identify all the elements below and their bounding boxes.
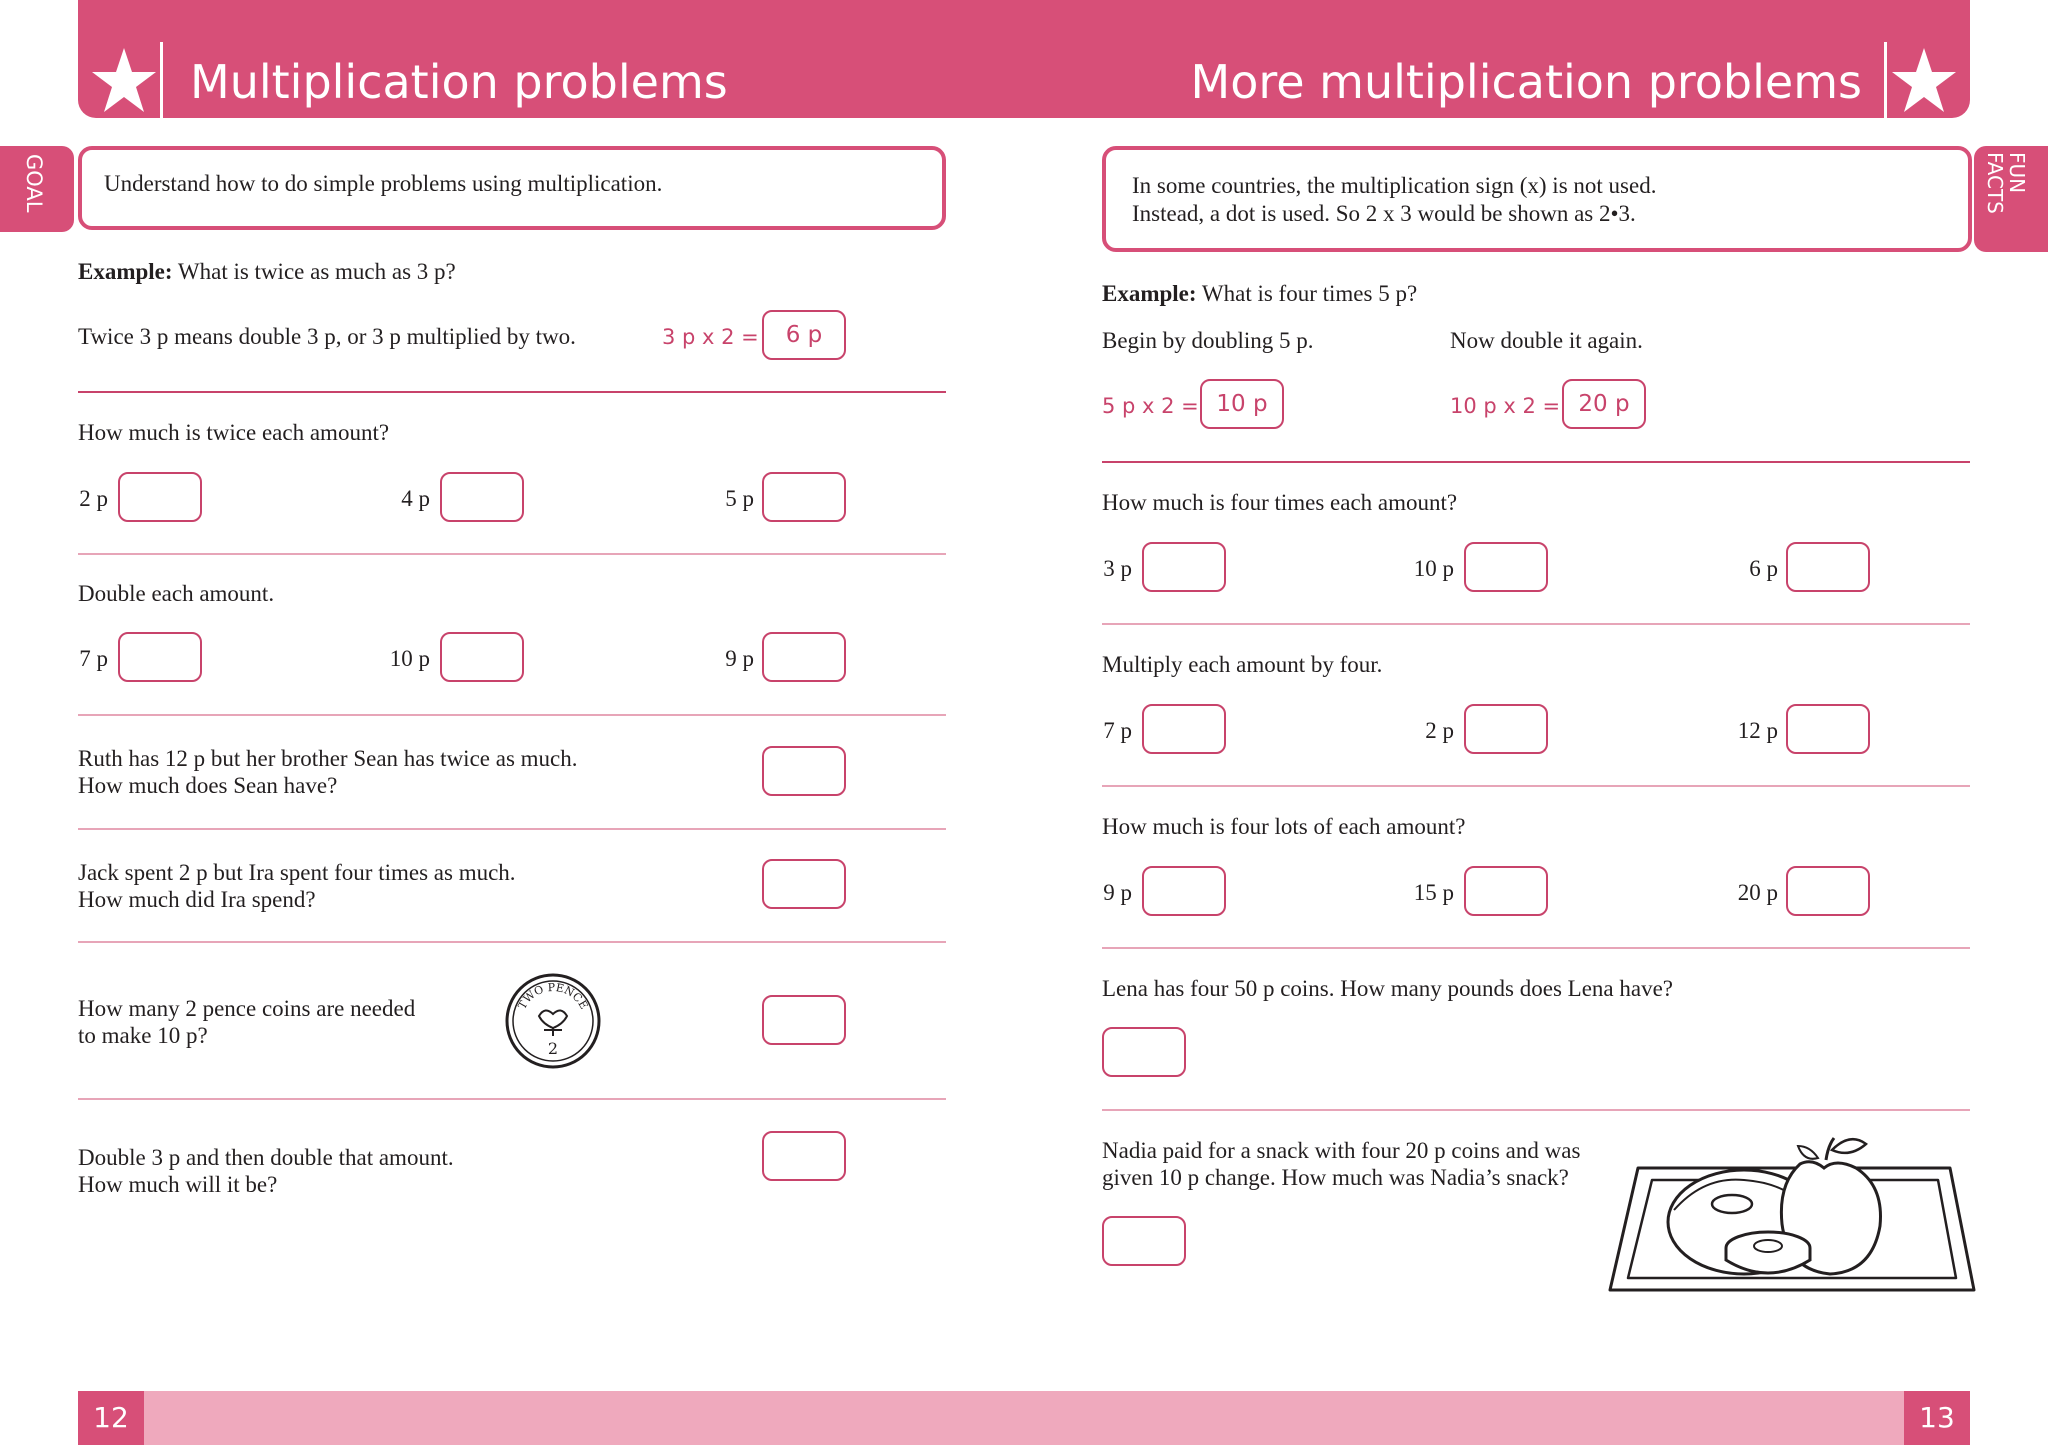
facts-label: FACTS	[1983, 152, 2007, 214]
fun-facts-tab	[1974, 146, 2048, 252]
amount-label: 7 p	[79, 646, 108, 671]
answer-box[interactable]	[118, 472, 202, 522]
answer-box[interactable]	[1464, 542, 1548, 592]
divider	[1102, 785, 1970, 787]
divider	[1102, 1109, 1970, 1111]
amount-label: 10 p	[1413, 556, 1454, 581]
question-5-line-2: to make 10 p?	[78, 1023, 208, 1048]
question-1: How much is four times each amount?	[1102, 490, 1458, 515]
question-5-line-1: How many 2 pence coins are needed	[78, 996, 416, 1021]
page-title-right: More multiplication problems	[1190, 55, 1862, 109]
amount-label: 9 p	[725, 646, 754, 671]
page-number-right: 13	[1904, 1391, 1970, 1445]
divider	[78, 941, 946, 943]
answer-box[interactable]	[762, 1131, 846, 1181]
star-icon	[92, 42, 156, 118]
snack-tray-illustration	[1604, 1130, 1976, 1302]
question-4-line-2: How much did Ira spend?	[78, 887, 316, 912]
answer-box[interactable]	[440, 472, 524, 522]
divider	[1102, 461, 1970, 463]
amount-label: 2 p	[79, 486, 108, 511]
answer-box[interactable]	[440, 632, 524, 682]
divider	[1102, 623, 1970, 625]
coin-text: TWO PENCE	[515, 980, 591, 1012]
two-pence-coin-image	[504, 972, 602, 1070]
example-label: Example:	[1102, 281, 1197, 306]
answer-box[interactable]	[1786, 866, 1870, 916]
answer-box[interactable]	[1142, 542, 1226, 592]
divider	[78, 391, 946, 393]
goal-box	[78, 146, 946, 230]
answer-box[interactable]	[1102, 1216, 1186, 1266]
amount-label: 2 p	[1425, 718, 1454, 743]
question-2: Multiply each amount by four.	[1102, 652, 1383, 677]
example-question: What is four times 5 p?	[1201, 281, 1418, 306]
amount-label: 4 p	[401, 486, 430, 511]
answer-box[interactable]	[762, 859, 846, 909]
fun-label: FUN	[2005, 152, 2029, 194]
answer-box[interactable]	[762, 995, 846, 1045]
fun-fact-line-1: In some countries, the multiplication sign (x) is not used.	[1132, 173, 1657, 198]
title-divider	[1884, 42, 1887, 118]
amount-label: 10 p	[389, 646, 430, 671]
question-5-line-1: Nadia paid for a snack with four 20 p coins and was	[1102, 1138, 1581, 1163]
question-4: Lena has four 50 p coins. How many pounds does Lena have?	[1102, 976, 1674, 1001]
question-6-line-1: Double 3 p and then double that amount.	[78, 1145, 454, 1170]
example-question: What is twice as much as 3 p?	[177, 259, 456, 284]
answer-box[interactable]	[1102, 1027, 1186, 1077]
amount-label: 15 p	[1413, 880, 1454, 905]
fun-facts-box	[1102, 146, 1972, 252]
divider	[78, 553, 946, 555]
amount-label: 5 p	[725, 486, 754, 511]
answer-box[interactable]	[762, 472, 846, 522]
question-2: Double each amount.	[78, 581, 275, 606]
answer-box[interactable]	[762, 632, 846, 682]
question-6-line-2: How much will it be?	[78, 1172, 278, 1197]
coin-number: 2	[547, 1039, 559, 1058]
question-3-line-1: Ruth has 12 p but her brother Sean has twice as much.	[78, 746, 578, 771]
amount-label: 20 p	[1737, 880, 1778, 905]
answer-box[interactable]	[1464, 704, 1548, 754]
question-3: How much is four lots of each amount?	[1102, 814, 1466, 839]
amount-label: 9 p	[1103, 880, 1132, 905]
example-label: Example:	[78, 259, 173, 284]
example-step-2: Now double it again.	[1450, 328, 1643, 353]
question-5-line-2: given 10 p change. How much was Nadia’s snack?	[1102, 1165, 1569, 1190]
divider	[78, 714, 946, 716]
example-equation-1: 5 p x 2 =	[1102, 394, 1199, 418]
example-step-1: Begin by doubling 5 p.	[1102, 328, 1314, 353]
goal-tab	[0, 146, 74, 232]
title-divider	[160, 42, 163, 118]
footer-bar	[78, 1391, 1970, 1445]
answer-box[interactable]	[1142, 704, 1226, 754]
amount-label: 6 p	[1749, 556, 1778, 581]
example-answer-2: 20 p	[1562, 379, 1646, 429]
divider	[78, 828, 946, 830]
example-equation: 3 p x 2 =	[662, 325, 759, 349]
amount-label: 12 p	[1737, 718, 1778, 743]
answer-box[interactable]	[1786, 542, 1870, 592]
goal-tab-label: GOAL	[22, 154, 46, 213]
example-line	[78, 258, 456, 286]
answer-box[interactable]	[762, 746, 846, 796]
page-title-left: Multiplication problems	[190, 55, 728, 109]
question-1: How much is twice each amount?	[78, 420, 390, 445]
example-answer-1: 10 p	[1200, 379, 1284, 429]
answer-box[interactable]	[1786, 704, 1870, 754]
amount-label: 3 p	[1103, 556, 1132, 581]
question-3-line-2: How much does Sean have?	[78, 773, 338, 798]
answer-box[interactable]	[1142, 866, 1226, 916]
page-number-left: 12	[78, 1391, 144, 1445]
fun-facts-label	[1984, 152, 2028, 214]
fun-fact-line-2: Instead, a dot is used. So 2 x 3 would be shown as 2•3.	[1132, 201, 1636, 226]
star-icon	[1892, 42, 1956, 118]
example-line	[1102, 280, 1417, 308]
divider	[78, 1098, 946, 1100]
divider	[1102, 947, 1970, 949]
example-equation-2: 10 p x 2 =	[1450, 394, 1561, 418]
answer-box[interactable]	[118, 632, 202, 682]
goal-text: Understand how to do simple problems using multiplication.	[104, 171, 663, 196]
answer-box[interactable]	[1464, 866, 1548, 916]
example-explanation: Twice 3 p means double 3 p, or 3 p multiplied by two.	[78, 324, 576, 349]
question-4-line-1: Jack spent 2 p but Ira spent four times as much.	[78, 860, 516, 885]
example-answer: 6 p	[762, 310, 846, 360]
amount-label: 7 p	[1103, 718, 1132, 743]
